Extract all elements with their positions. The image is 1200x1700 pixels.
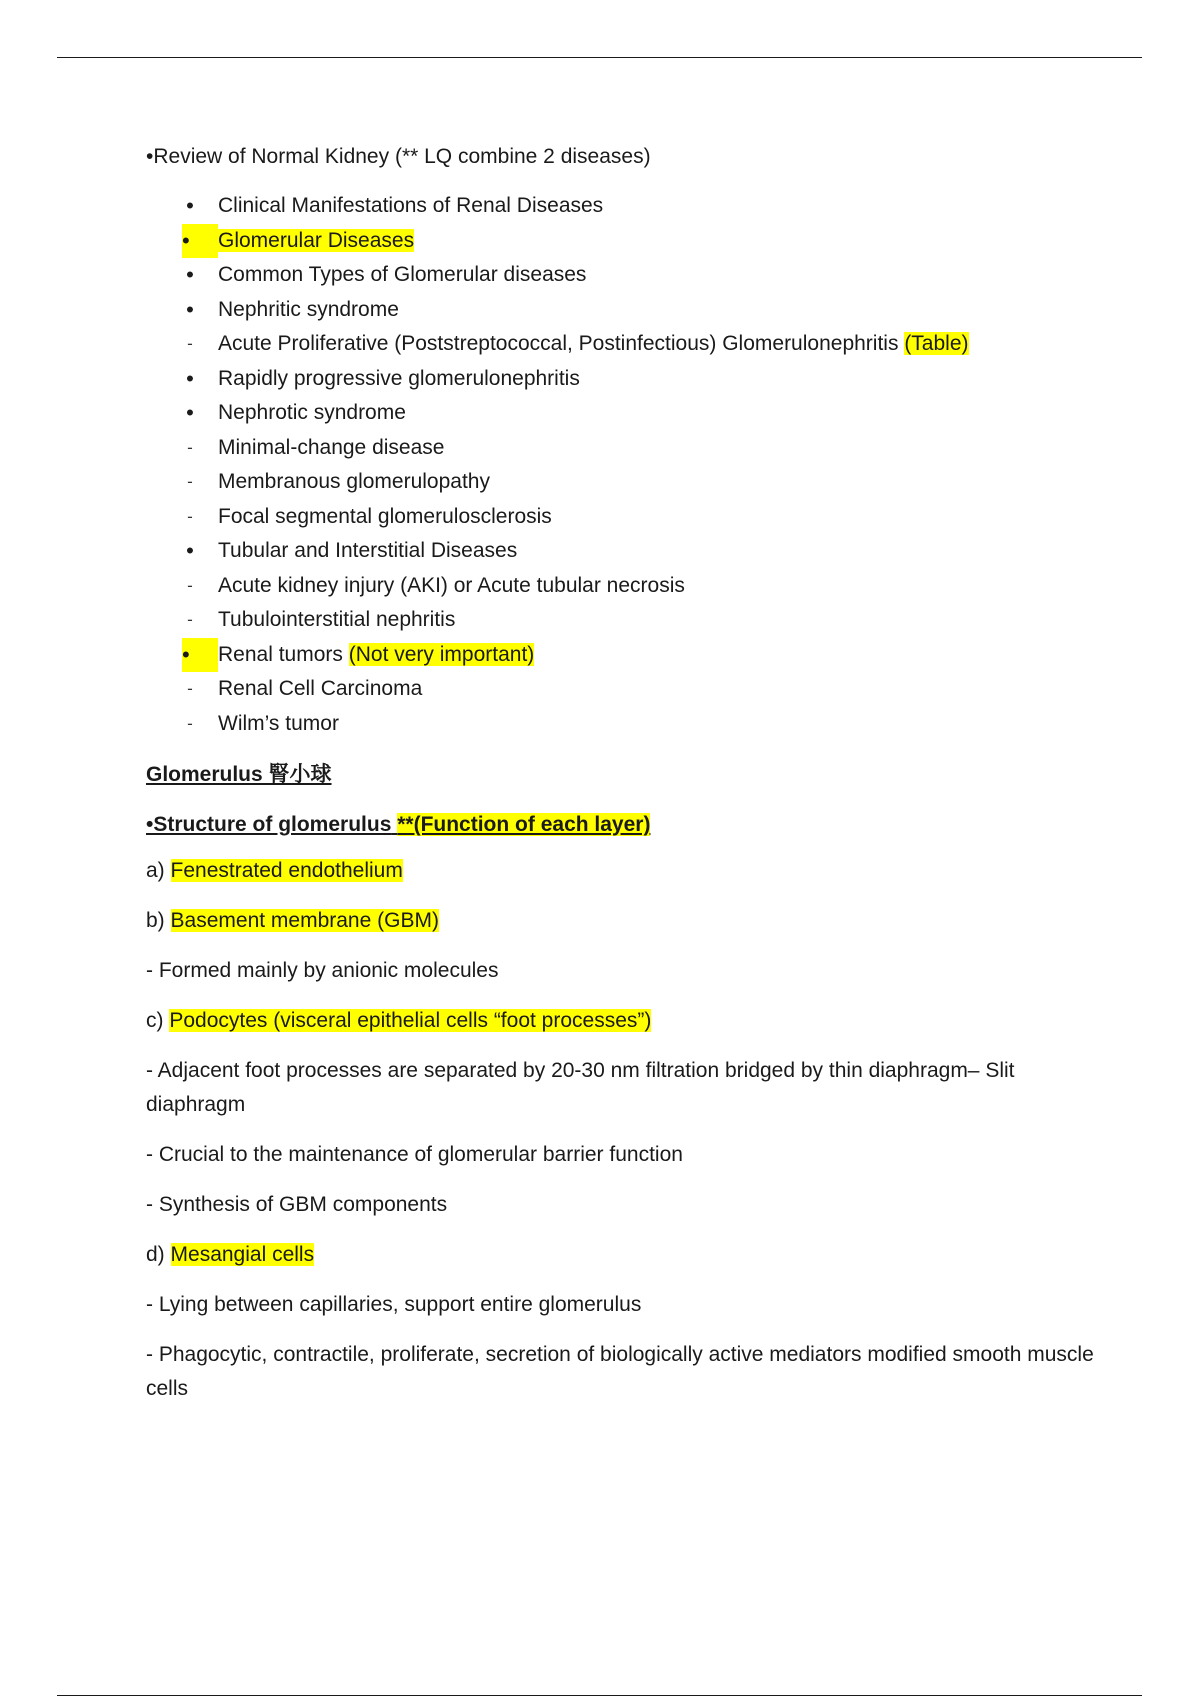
outline-item-text: Tubulointerstitial nephritis <box>218 608 456 631</box>
layer-c-title: Podocytes (visceral epithelial cells “foot processes”) <box>169 1009 652 1032</box>
layer-c-note-2: - Crucial to the maintenance of glomerular barrier function <box>146 1143 683 1166</box>
structure-heading-highlight: **(Function of each layer) <box>397 813 651 836</box>
outline-item-text: Wilm’s tumor <box>218 711 339 735</box>
layer-c-note-1: - Adjacent foot processes are separated by 20-30 nm filtration bridged by thin diaphragm– Slit diaphragm <box>146 1059 1015 1116</box>
outline-item <box>146 431 1106 466</box>
layer-a <box>146 854 1106 888</box>
outline-item-text: Common Types of Glomerular diseases <box>218 263 587 286</box>
bullet-marker: • <box>186 193 194 218</box>
dash-marker: - <box>187 437 193 457</box>
layer-c-prefix: c) <box>146 1009 164 1032</box>
outline-item <box>146 500 1106 535</box>
layer-b <box>146 904 1106 938</box>
layer-a-prefix: a) <box>146 859 165 882</box>
layer-b-note: - Formed mainly by anionic molecules <box>146 959 499 982</box>
layer-d-prefix: d) <box>146 1243 165 1266</box>
layer-d-note-2: - Phagocytic, contractile, proliferate, secretion of biologically active mediators modified smooth muscle cells <box>146 1343 1094 1400</box>
outline-item-text: Acute Proliferative (Poststreptococcal, Postinfectious) Glomerulonephritis <box>218 332 899 355</box>
intro-line: •Review of Normal Kidney (** LQ combine 2 diseases) <box>146 145 651 168</box>
outline-item-text: Renal Cell Carcinoma <box>218 677 423 700</box>
dash-marker: - <box>187 610 193 629</box>
outline-item <box>146 603 1106 638</box>
outline-item-text: Renal tumors <box>218 642 343 666</box>
glomerulus-heading: Glomerulus 腎小球 <box>146 763 332 786</box>
topic-outline <box>146 189 1106 741</box>
outline-item-text: Focal segmental glomerulosclerosis <box>218 504 552 528</box>
bullet-marker: • <box>186 365 194 391</box>
outline-item-text: Rapidly progressive glomerulonephritis <box>218 366 580 390</box>
dash-marker: - <box>187 679 193 698</box>
outline-item <box>146 638 1106 673</box>
outline-item-text: Minimal-change disease <box>218 435 445 459</box>
dash-marker: - <box>187 334 193 353</box>
outline-item <box>146 569 1106 604</box>
document-body <box>146 143 1106 1406</box>
bullet-marker: • <box>182 224 218 259</box>
outline-item <box>146 293 1106 328</box>
outline-item-text: Membranous glomerulopathy <box>218 470 490 493</box>
outline-item <box>146 362 1106 397</box>
bullet-marker: • <box>182 638 218 673</box>
outline-item-text: Nephrotic syndrome <box>218 401 406 424</box>
bullet-marker: • <box>186 262 194 287</box>
layer-b-prefix: b) <box>146 909 165 932</box>
outline-item <box>146 327 1106 362</box>
outline-item <box>146 396 1106 431</box>
layer-d-title: Mesangial cells <box>170 1243 315 1266</box>
outline-item-text: Nephritic syndrome <box>218 297 399 321</box>
structure-heading-text: •Structure of glomerulus <box>146 813 392 836</box>
layer-d <box>146 1238 1106 1272</box>
layer-c-note-3: - Synthesis of GBM components <box>146 1193 448 1216</box>
header-rule <box>57 57 1142 58</box>
footer-rule <box>57 1695 1142 1696</box>
layer-b-title: Basement membrane (GBM) <box>170 909 439 932</box>
outline-item-text: Glomerular Diseases <box>218 228 415 252</box>
outline-item-text: Clinical Manifestations of Renal Diseases <box>218 194 604 217</box>
outline-item <box>146 672 1106 707</box>
outline-item <box>146 189 1106 224</box>
outline-item <box>146 224 1106 259</box>
layer-c <box>146 1004 1106 1038</box>
outline-item <box>146 707 1106 742</box>
bullet-marker: • <box>186 296 194 322</box>
dash-marker: - <box>187 575 193 595</box>
layer-d-note-1: - Lying between capillaries, support entire glomerulus <box>146 1293 642 1316</box>
layer-a-title: Fenestrated endothelium <box>170 859 403 882</box>
outline-item <box>146 465 1106 500</box>
outline-item-text: Tubular and Interstitial Diseases <box>218 539 518 562</box>
outline-item-highlight-note: (Not very important) <box>348 642 535 666</box>
bullet-marker: • <box>186 400 194 425</box>
outline-item-text: Acute kidney injury (AKI) or Acute tubular necrosis <box>218 573 685 597</box>
dash-marker: - <box>187 472 193 491</box>
outline-item <box>146 258 1106 293</box>
dash-marker: - <box>187 713 193 733</box>
structure-heading <box>146 811 1106 839</box>
outline-item-highlight-note: (Table) <box>904 332 969 355</box>
outline-item <box>146 534 1106 569</box>
bullet-marker: • <box>186 538 194 563</box>
dash-marker: - <box>187 506 193 526</box>
